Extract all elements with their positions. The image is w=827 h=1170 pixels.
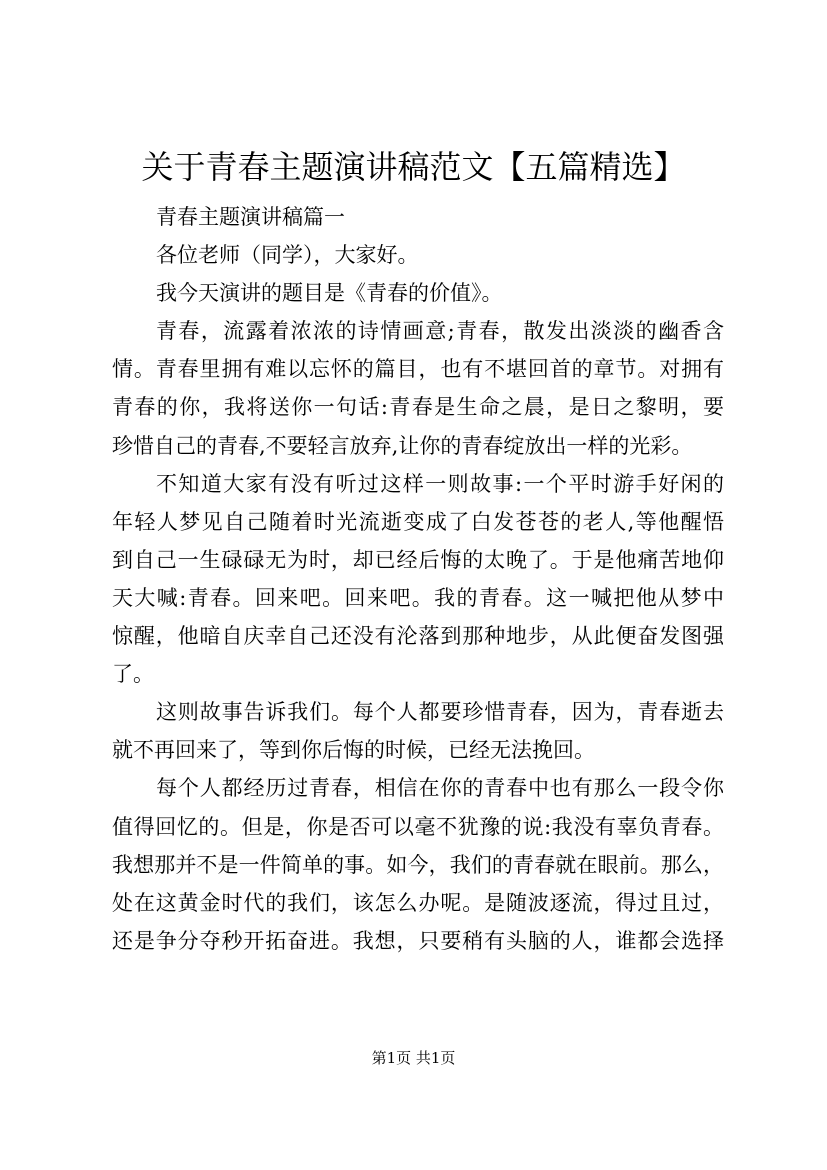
body-text-line: 我想那并不是一件简单的事。如今，我们的青春就在眼前。那么，	[112, 852, 724, 877]
body-text-line: 情。青春里拥有难以忘怀的篇目，也有不堪回首的章节。对拥有	[112, 357, 724, 382]
body-text-line: 到自己一生碌碌无为时，却已经后悔的太晚了。于是他痛苦地仰	[112, 547, 724, 572]
body-text-line: 还是争分夺秒开拓奋进。我想，只要稍有头脑的人，谁都会选择	[112, 928, 724, 953]
body-text-line: 每个人都经历过青春，相信在你的青春中也有那么一段令你	[156, 776, 724, 801]
body-text-line: 各位老师（同学），大家好。	[156, 243, 419, 268]
body-text-line: 惊醒，他暗自庆幸自己还没有沦落到那种地步，从此便奋发图强	[112, 624, 724, 649]
body-text-line: 年轻人梦见自己随着时光流逝变成了白发苍苍的老人,等他醒悟	[112, 509, 724, 534]
body-text-line: 值得回忆的。但是，你是否可以毫不犹豫的说:我没有辜负青春。	[112, 814, 724, 839]
page-footer: 第1页 共1页	[371, 1049, 456, 1067]
body-text-line: 青春主题演讲稿篇一	[156, 205, 345, 229]
body-text-line: 不知道大家有没有听过这样一则故事:一个平时游手好闲的	[156, 471, 724, 496]
body-text-line: 了。	[112, 662, 154, 687]
body-text-line: 这则故事告诉我们。每个人都要珍惜青春，因为，青春逝去	[156, 700, 724, 725]
body-text-line: 青春的你，我将送你一句话:青春是生命之晨，是日之黎明，要	[112, 395, 724, 420]
body-text-line: 青春，流露着浓浓的诗情画意;青春，散发出淡淡的幽香含	[156, 319, 724, 344]
body-text-line: 就不再回来了，等到你后悔的时候，已经无法挽回。	[112, 738, 595, 763]
document-title: 关于青春主题演讲稿范文【五篇精选】	[141, 148, 686, 186]
body-text-line: 珍惜自己的青春,不要轻言放弃,让你的青春绽放出一样的光彩。	[112, 433, 693, 458]
body-text-line: 我今天演讲的题目是《青春的价值》。	[156, 281, 503, 306]
body-text-line: 处在这黄金时代的我们，该怎么办呢。是随波逐流，得过且过，	[112, 890, 724, 915]
document-body	[112, 198, 724, 960]
body-text-line: 天大喊:青春。回来吧。回来吧。我的青春。这一喊把他从梦中	[112, 585, 724, 610]
